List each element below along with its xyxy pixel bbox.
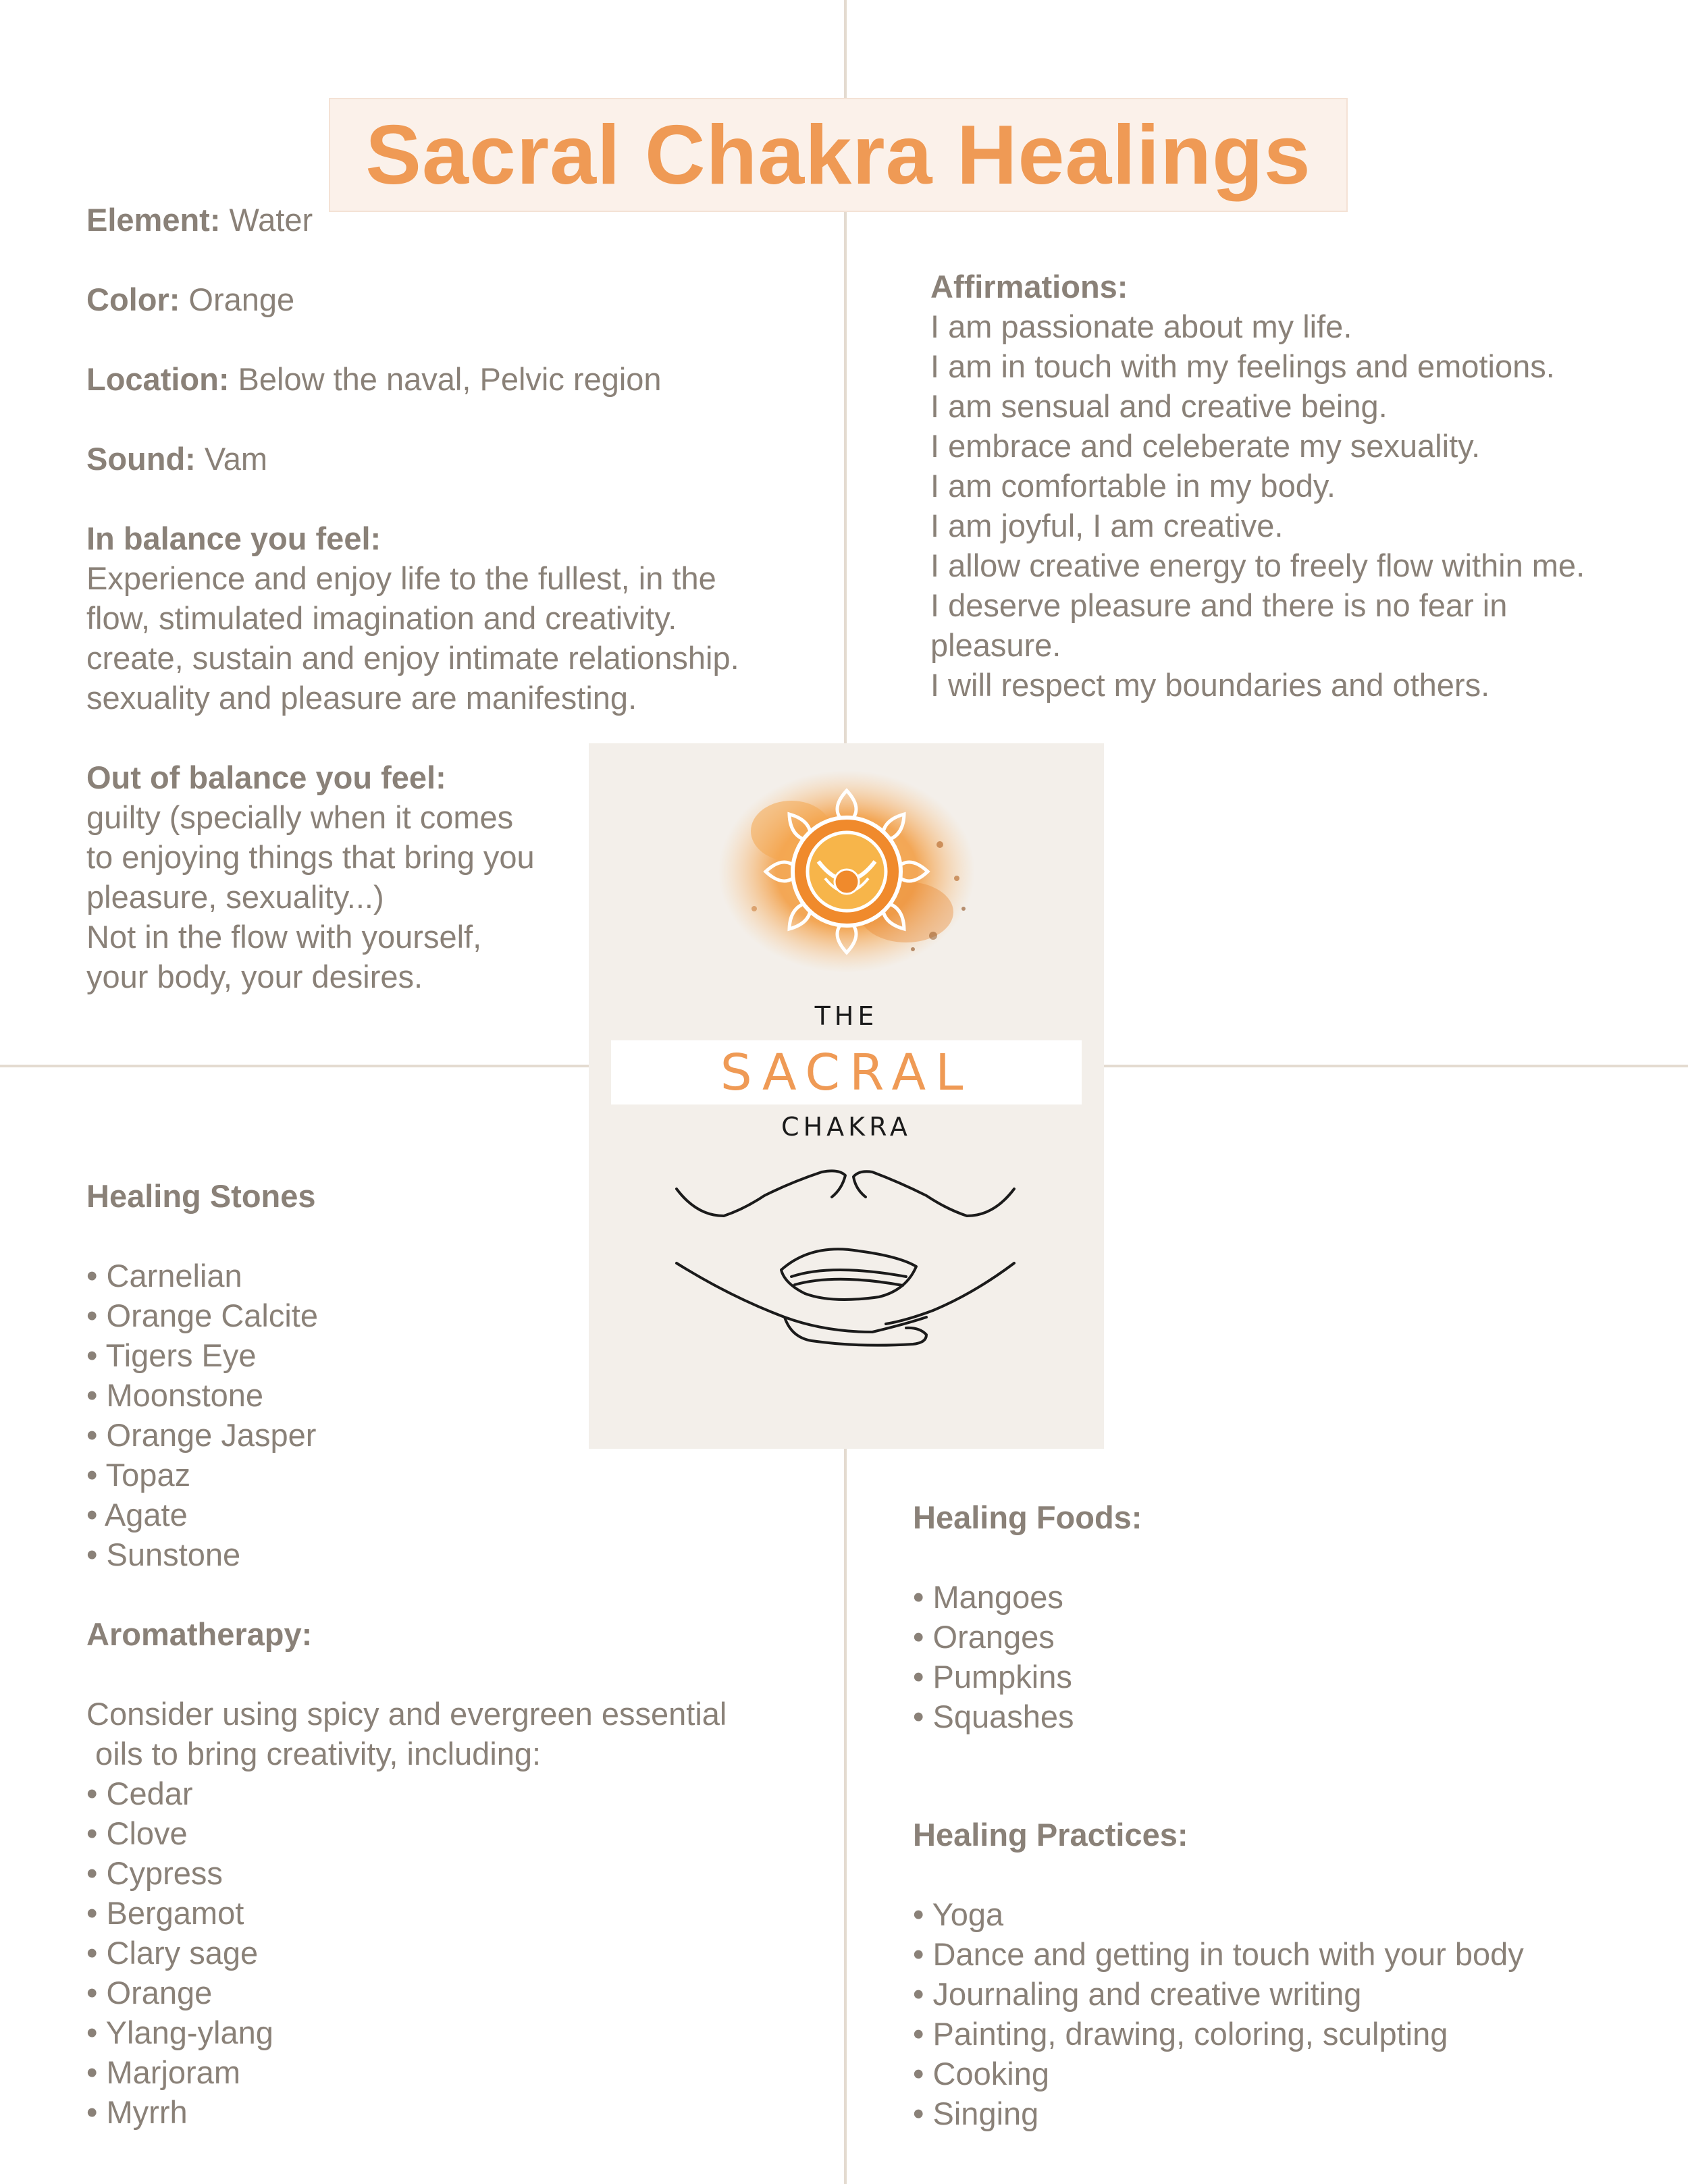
- stone-item: • Moonstone: [86, 1377, 264, 1413]
- sacral-chakra-card: [589, 743, 1104, 1449]
- healing-stones-heading: Healing Stones: [86, 1178, 316, 1214]
- oil-item: • Cedar: [86, 1776, 193, 1811]
- in-balance-heading: In balance you feel:: [86, 521, 381, 556]
- oil-item: • Orange: [86, 1975, 213, 2010]
- affirmation-line: I deserve pleasure and there is no fear in: [930, 587, 1508, 623]
- affirmation-line: I embrace and celeberate my sexuality.: [930, 428, 1481, 464]
- in-balance-line: sexuality and pleasure are manifesting.: [86, 680, 637, 716]
- out-of-balance-line: guilty (specially when it comes: [86, 799, 514, 835]
- healing-practices-section: [913, 1815, 1676, 2133]
- practice-item: • Dance and getting in touch with your body: [913, 1936, 1524, 1972]
- healing-foods-heading: Healing Foods:: [913, 1499, 1142, 1535]
- stone-item: • Orange Jasper: [86, 1417, 317, 1453]
- oil-item: • Ylang-ylang: [86, 2015, 273, 2050]
- oil-item: • Bergamot: [86, 1895, 244, 1931]
- aromatherapy-intro: Consider using spicy and evergreen essential: [86, 1696, 727, 1732]
- stone-item: • Tigers Eye: [86, 1337, 257, 1373]
- out-of-balance-line: pleasure, sexuality...): [86, 879, 384, 915]
- practice-item: • Yoga: [913, 1896, 1004, 1932]
- affirmation-line: I am passionate about my life.: [930, 309, 1352, 344]
- healing-practices-heading: Healing Practices:: [913, 1817, 1188, 1853]
- stone-item: • Topaz: [86, 1457, 191, 1493]
- out-of-balance-line: to enjoying things that bring you: [86, 839, 535, 875]
- practice-item: • Singing: [913, 2096, 1039, 2131]
- horizontal-divider-left: [0, 1065, 594, 1067]
- practice-item: • Journaling and creative writing: [913, 1976, 1362, 2012]
- affirmation-line: pleasure.: [930, 627, 1061, 663]
- page-title: Sacral Chakra Healings: [365, 108, 1311, 202]
- stone-item: • Sunstone: [86, 1537, 241, 1572]
- food-item: • Squashes: [913, 1699, 1074, 1734]
- aromatherapy-heading: Aromatherapy:: [86, 1616, 313, 1652]
- food-item: • Pumpkins: [913, 1659, 1072, 1695]
- oil-item: • Clove: [86, 1815, 188, 1851]
- card-chakra-label: CHAKRA: [781, 1112, 912, 1142]
- card-sacral-label: SACRAL: [720, 1043, 973, 1102]
- meditation-hands-icon: [677, 1171, 1014, 1345]
- affirmation-line: I am in touch with my feelings and emotions.: [930, 348, 1555, 384]
- oil-item: • Clary sage: [86, 1935, 259, 1971]
- card-name-band: [611, 1040, 1082, 1104]
- affirmation-line: I allow creative energy to freely flow within me.: [930, 548, 1585, 583]
- healing-foods-section: [913, 1497, 1676, 1736]
- in-balance-line: Experience and enjoy life to the fullest, in the: [86, 560, 716, 596]
- card-the-label: THE: [814, 1001, 878, 1031]
- attribute-sound: Sound: Vam: [86, 441, 268, 477]
- affirmations-heading: Affirmations:: [930, 269, 1128, 304]
- attribute-location: Location: Below the naval, Pelvic region: [86, 361, 662, 397]
- title-banner: [329, 98, 1348, 212]
- affirmations-section: [930, 267, 1680, 705]
- practice-item: • Cooking: [913, 2056, 1049, 2092]
- out-of-balance-heading: Out of balance you feel:: [86, 760, 446, 795]
- stone-item: • Orange Calcite: [86, 1298, 318, 1333]
- practice-item: • Painting, drawing, coloring, sculpting: [913, 2016, 1448, 2052]
- oil-item: • Cypress: [86, 1855, 223, 1891]
- stone-item: • Agate: [86, 1497, 188, 1533]
- in-balance-line: create, sustain and enjoy intimate relationship.: [86, 640, 739, 676]
- affirmation-line: I am sensual and creative being.: [930, 388, 1388, 424]
- oil-item: • Myrrh: [86, 2094, 188, 2130]
- horizontal-divider-right: [1101, 1065, 1688, 1067]
- out-of-balance-line: your body, your desires.: [86, 959, 423, 994]
- out-of-balance-line: Not in the flow with yourself,: [86, 919, 482, 955]
- chakra-symbol-icon: [718, 770, 975, 973]
- attribute-color: Color: Orange: [86, 282, 295, 317]
- affirmation-line: I am comfortable in my body.: [930, 468, 1336, 504]
- affirmation-line: I am joyful, I am creative.: [930, 508, 1284, 543]
- attribute-element: Element: Water: [86, 202, 313, 238]
- stone-item: • Carnelian: [86, 1258, 242, 1294]
- aromatherapy-intro: oils to bring creativity, including:: [86, 1736, 542, 1772]
- oil-item: • Marjoram: [86, 2054, 240, 2090]
- in-balance-line: flow, stimulated imagination and creativity.: [86, 600, 677, 636]
- food-item: • Mangoes: [913, 1579, 1063, 1615]
- food-item: • Oranges: [913, 1619, 1055, 1655]
- affirmation-line: I will respect my boundaries and others.: [930, 667, 1490, 703]
